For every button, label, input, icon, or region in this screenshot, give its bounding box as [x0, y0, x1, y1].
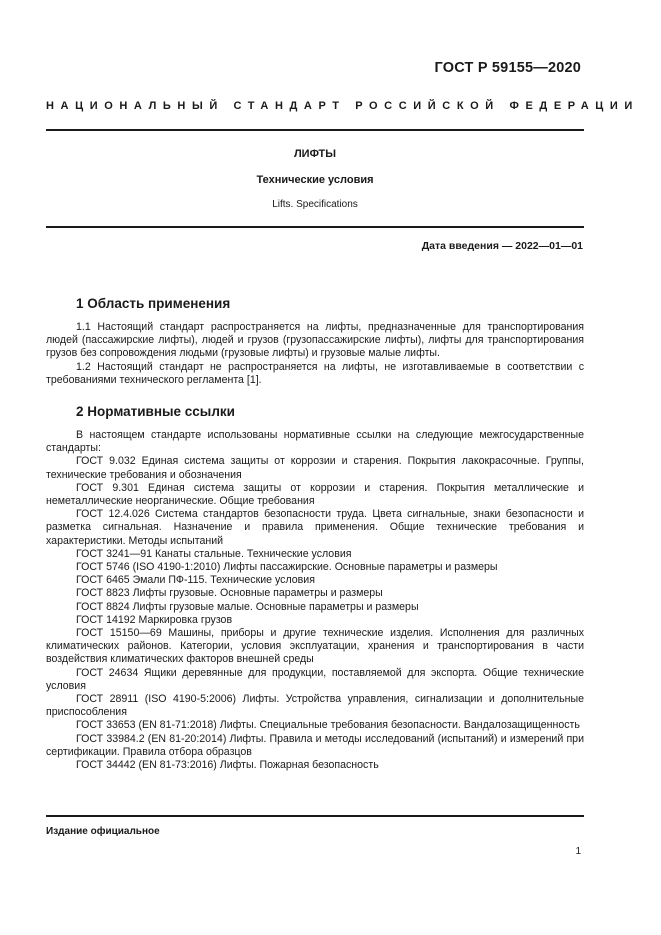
paragraph: В настоящем стандарте использованы нормативные ссылки на следующие межгосударственные стандарты:: [46, 429, 584, 455]
reference-item: ГОСТ 24634 Ящики деревянные для продукции, поставляемой для экспорта. Общие технические условия: [46, 666, 584, 692]
document-title: ЛИФТЫ: [293, 148, 337, 160]
reference-item: ГОСТ 33984.2 (EN 81-20:2014) Лифты. Правила и методы исследований (испытаний) и измерений при сертификации. Правила отбора образцов: [46, 732, 584, 758]
national-standard-title: НАЦИОНАЛЬНЫЙ СТАНДАРТ РОССИЙСКОЙ ФЕДЕРАЦИИ: [46, 100, 639, 112]
reference-item: ГОСТ 9.032 Единая система защиты от коррозии и старения. Покрытия лакокрасочные. Группы, технические требования и обозначения: [46, 455, 584, 481]
header-rule: [46, 129, 584, 131]
reference-item: ГОСТ 28911 (ISO 4190-5:2006) Лифты. Устройства управления, сигнализации и дополнительные приспособления: [46, 693, 584, 719]
reference-item: ГОСТ 15150—69 Машины, приборы и другие технические изделия. Исполнения для различных климатических районов. Категории, условия эксплуатации, хранения и транспортирования в части воздействия климатических факторов внешней среды: [46, 627, 584, 666]
footer-rule: [46, 815, 584, 817]
reference-item: ГОСТ 34442 (EN 81-73:2016) Лифты. Пожарная безопасность: [76, 759, 379, 772]
reference-item: ГОСТ 8823 Лифты грузовые. Основные параметры и размеры: [76, 587, 383, 600]
section-references-body: [46, 429, 584, 772]
reference-item: ГОСТ 8824 Лифты грузовые малые. Основные параметры и размеры: [76, 600, 419, 613]
reference-item: ГОСТ 6465 Эмали ПФ-115. Технические условия: [76, 574, 315, 587]
title-rule: [46, 226, 584, 228]
document-title-english: Lifts. Specifications: [272, 199, 358, 210]
introduction-date: Дата введения — 2022—01—01: [421, 240, 583, 252]
document-subtitle: Технические условия: [256, 174, 374, 186]
official-edition-label: Издание официальное: [46, 826, 160, 837]
reference-item: ГОСТ 5746 (ISO 4190-1:2010) Лифты пассажирские. Основные параметры и размеры: [76, 561, 498, 574]
reference-item: ГОСТ 3241—91 Канаты стальные. Технические условия: [76, 547, 352, 560]
reference-item: ГОСТ 14192 Маркировка грузов: [76, 613, 233, 626]
reference-item: ГОСТ 12.4.026 Система стандартов безопасности труда. Цвета сигнальные, знаки безопасности и разметка сигнальная. Назначение и правила применения. Общие технические требования и характеристики. Методы испытаний: [46, 508, 584, 547]
reference-item: ГОСТ 33653 (EN 81-71:2018) Лифты. Специальные требования безопасности. Вандалозащищенность: [76, 719, 580, 732]
page-number: 1: [575, 846, 581, 857]
section-scope-body: [46, 321, 584, 387]
paragraph: 1.1 Настоящий стандарт распространяется на лифты, предназначенные для транспортирования людей (пассажирские лифты), людей и грузов (грузопассажирские лифты), лифты для транспортирования грузов без сопровождения людьми (грузовые лифты) и грузовые малые лифты.: [46, 321, 584, 360]
gost-number: ГОСТ Р 59155—2020: [434, 60, 581, 76]
reference-item: ГОСТ 9.301 Единая система защиты от коррозии и старения. Покрытия металлические и неметаллические неорганические. Общие требования: [46, 481, 584, 508]
section-heading-scope: 1 Область применения: [76, 296, 231, 311]
paragraph: 1.2 Настоящий стандарт не распространяется на лифты, не изготавливаемые в соответствии с требованиями технического регламента [1].: [46, 360, 584, 386]
section-heading-references: 2 Нормативные ссылки: [76, 404, 235, 419]
